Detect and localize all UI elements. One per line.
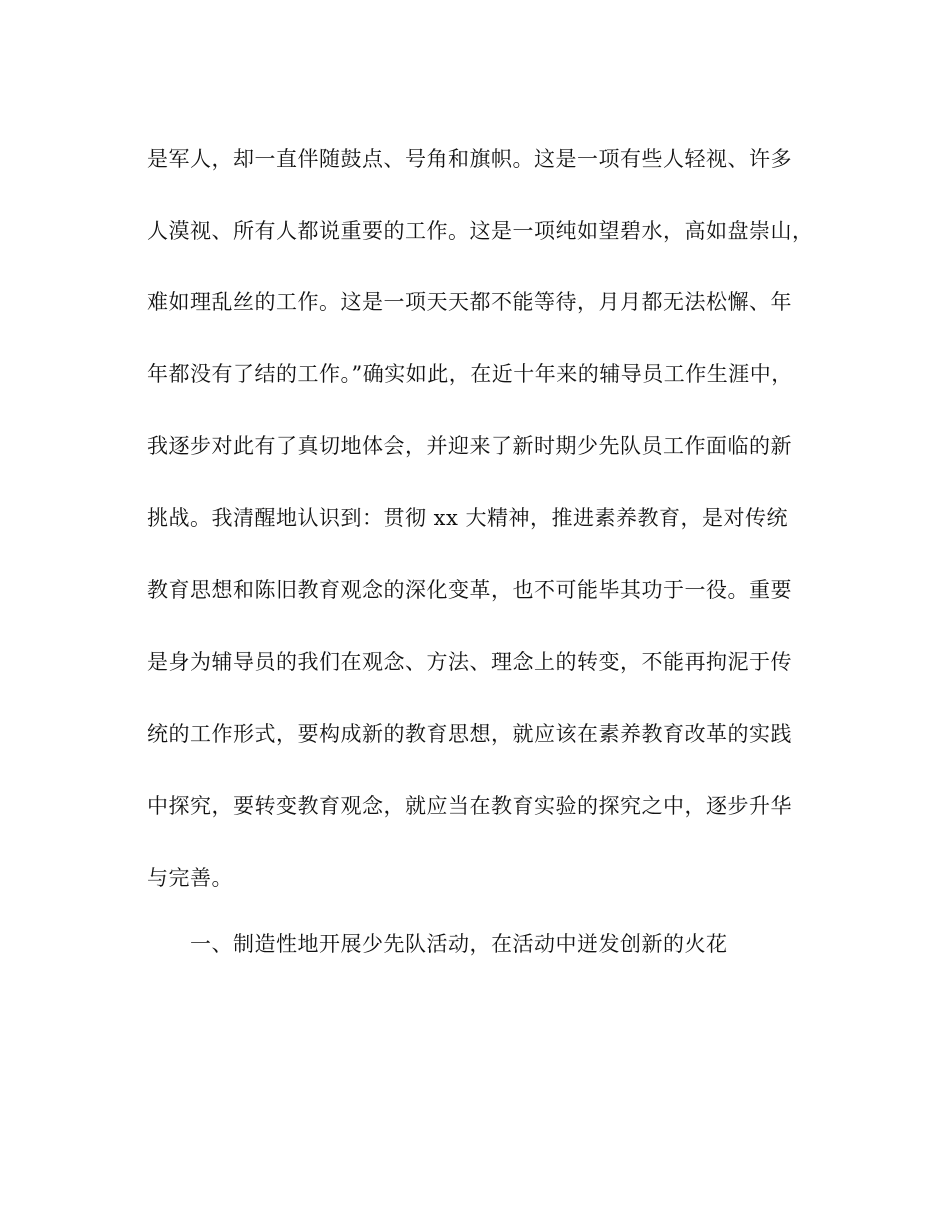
section-heading: 一、制造性地开展少先队活动，在活动中迸发创新的火花 xyxy=(190,932,728,956)
paragraph-line: 教育思想和陈旧教育观念的深化变革，也不可能毕其功于一役。重要 xyxy=(147,578,792,602)
paragraph-line: 中探究，要转变教育观念，就应当在教育实验的探究之中，逐步升华 xyxy=(147,794,792,818)
paragraph-line: 是身为辅导员的我们在观念、方法、理念上的转变，不能再拘泥于传 xyxy=(147,650,792,674)
paragraph-line: 是军人，却一直伴随鼓点、号角和旗帜。这是一项有些人轻视、许多 xyxy=(147,147,792,171)
paragraph-line: 挑战。我清醒地认识到：贯彻 xx 大精神，推进素养教育，是对传统 xyxy=(147,506,789,530)
paragraph-line: 年都没有了结的工作。”确实如此，在近十年来的辅导员工作生涯中， xyxy=(147,362,793,386)
paragraph-line: 人漠视、所有人都说重要的工作。这是一项纯如望碧水，高如盘崇山， xyxy=(147,219,814,243)
paragraph-line: 难如理乱丝的工作。这是一项天天都不能等待，月月都无法松懈、年 xyxy=(147,290,792,314)
paragraph-line: 我逐步对此有了真切地体会，并迎来了新时期少先队员工作面临的新 xyxy=(147,434,792,458)
paragraph-line: 统的工作形式，要构成新的教育思想，就应该在素养教育改革的实践 xyxy=(147,722,792,746)
paragraph-line: 与完善。 xyxy=(147,866,233,890)
